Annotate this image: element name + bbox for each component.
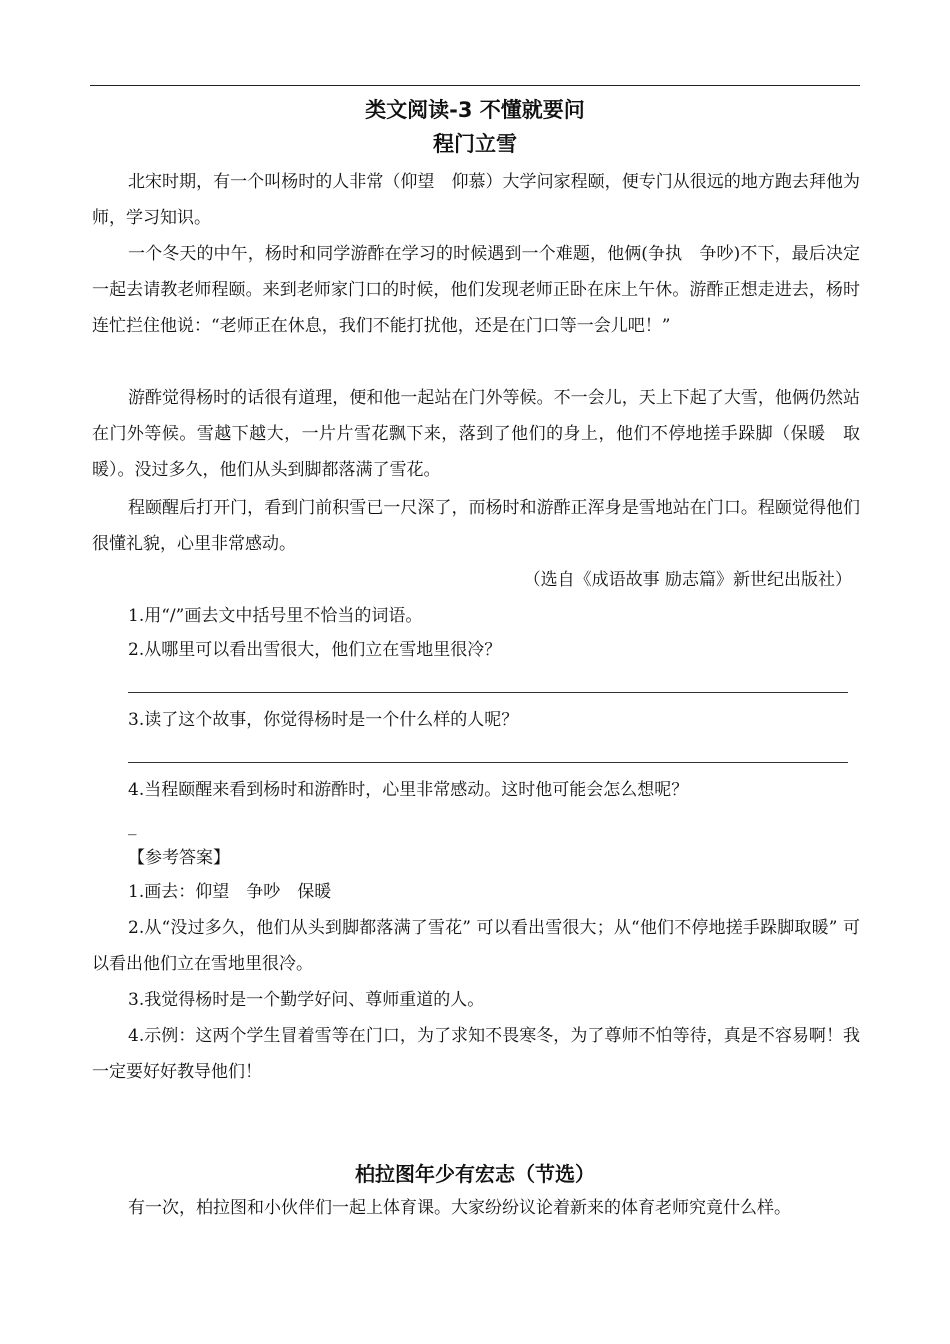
story-title: 程门立雪 [433,132,517,156]
answer-3: 3.我觉得杨时是一个勤学好问、尊师重道的人。 [128,990,485,1010]
question-1: 1.用“/”画去文中括号里不恰当的词语。 [128,606,423,626]
story-paragraph-3: 游酢觉得杨时的话很有道理，便和他一起站在门外等候。不一会儿，天上下起了大雪，他俩仍然站在门外等候。雪越下越大，一片片雪花飘下来，落到了他们的身上，他们不停地搓手跺脚（保暖 取暖）。没过多久，他们从头到脚都落满了雪花。 [92,388,860,480]
story-paragraph-4: 程颐醒后打开门，看到门前积雪已一尺深了，而杨时和游酢正浑身是雪地站在门口。程颐觉得他们很懂礼貌，心里非常感动。 [92,498,860,554]
next-story-first-line: 有一次，柏拉图和小伙伴们一起上体育课。大家纷纷议论着新来的体育老师究竟什么样。 [128,1198,791,1218]
question-3: 3.读了这个故事，你觉得杨时是一个什么样的人呢？ [128,710,519,730]
answer-4: 4.示例：这两个学生冒着雪等在门口，为了求知不畏寒冬，为了尊师不怕等待，真是不容易啊！我一定要好好教导他们！ [92,1026,860,1082]
answer-blank-4[interactable]: _ [128,816,137,836]
next-story-title: 柏拉图年少有宏志（节选） [355,1162,595,1186]
question-2: 2.从哪里可以看出雪很大，他们立在雪地里很冷？ [128,640,502,660]
answer-1: 1.画去：仰望 争吵 保暖 [128,882,332,902]
answers-heading: 【参考答案】 [128,848,230,868]
answer-blank-2[interactable] [128,692,848,693]
story-paragraph-2: 一个冬天的中午，杨时和同学游酢在学习的时候遇到一个难题，他俩(争执 争吵)不下，最后决定一起去请教老师程颐。来到老师家门口的时候，他们发现老师正卧在床上午休。游酢正想走进去，杨时连忙拦住他说：“老师正在休息，我们不能打扰他，还是在门口等一会儿吧！” [92,244,860,336]
answer-2: 2.从“没过多久，他们从头到脚都落满了雪花” 可以看出雪很大；从“他们不停地搓手跺脚取暖” 可以看出他们立在雪地里很冷。 [92,918,860,974]
question-4: 4.当程颐醒来看到杨时和游酢时，心里非常感动。这时他可能会怎么想呢？ [128,780,689,800]
top-rule [90,85,860,86]
story-paragraph-1: 北宋时期，有一个叫杨时的人非常（仰望 仰慕）大学问家程颐，便专门从很远的地方跑去拜他为师，学习知识。 [92,172,860,228]
section-title: 类文阅读-3 不懂就要问 [365,98,585,122]
story-source: （选自《成语故事 励志篇》新世纪出版社） [523,570,852,590]
answer-blank-3[interactable] [128,762,848,763]
